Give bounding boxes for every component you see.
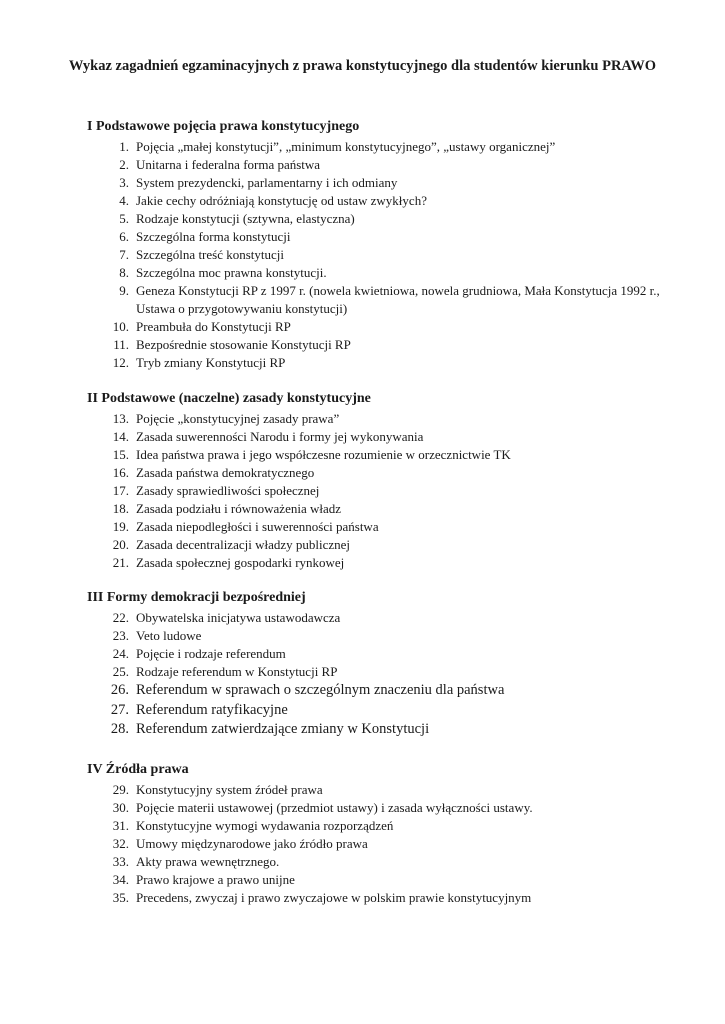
section-heading: I Podstawowe pojęcia prawa konstytucyjnego — [87, 119, 360, 134]
item-number: 10. — [112, 319, 129, 334]
list-item — [87, 645, 687, 663]
item-text: Zasada społecznej gospodarki rynkowej — [136, 555, 345, 570]
item-number: 3. — [119, 175, 129, 190]
item-number: 7. — [119, 247, 129, 262]
item-number: 13. — [112, 411, 129, 426]
list-item — [87, 410, 687, 428]
item-number: 8. — [119, 265, 129, 280]
list-item — [87, 853, 687, 871]
item-text: Szczególna treść konstytucji — [136, 247, 285, 262]
item-number: 35. — [112, 890, 129, 905]
list-item — [87, 681, 687, 701]
item-number: 21. — [112, 555, 129, 570]
item-text: Zasada państwa demokratycznego — [136, 465, 315, 480]
list-item — [87, 482, 687, 500]
topic-list — [87, 138, 687, 372]
item-text: Pojęcie materii ustawowej (przedmiot ustawy) i zasada wyłączności ustawy. — [136, 800, 533, 815]
item-number: 6. — [119, 229, 129, 244]
list-item — [87, 318, 687, 336]
item-number: 22. — [112, 610, 129, 625]
item-text: Zasada podziału i równoważenia władz — [136, 501, 342, 516]
item-text: Zasada suwerenności Narodu i formy jej wykonywania — [136, 429, 424, 444]
list-item — [87, 156, 687, 174]
list-item — [87, 720, 687, 740]
item-text: Konstytucyjne wymogi wydawania rozporządzeń — [136, 818, 394, 833]
item-text: Bezpośrednie stosowanie Konstytucji RP — [136, 337, 351, 352]
item-number: 20. — [112, 537, 129, 552]
item-number: 19. — [112, 519, 129, 534]
item-text: Referendum ratyfikacyjne — [136, 701, 288, 718]
item-text: Pojęcia „małej konstytucji”, „minimum konstytucyjnego”, „ustawy organicznej” — [136, 139, 556, 154]
document-title: Wykaz zagadnień egzaminacyjnych z prawa konstytucyjnego dla studentów kierunku PRAWO — [68, 58, 657, 74]
item-text: Szczególna forma konstytucji — [136, 229, 291, 244]
list-item — [87, 138, 687, 156]
list-item — [87, 500, 687, 518]
item-number: 32. — [112, 836, 129, 851]
list-item — [87, 554, 687, 572]
section-4 — [87, 761, 687, 907]
item-text: Szczególna moc prawna konstytucji. — [136, 265, 327, 280]
list-item — [87, 781, 687, 799]
item-text: Referendum w sprawach o szczególnym znaczeniu dla państwa — [136, 682, 505, 698]
list-item — [87, 627, 687, 645]
item-text: Pojęcie i rodzaje referendum — [136, 646, 286, 661]
item-text: System prezydencki, parlamentarny i ich odmiany — [136, 175, 398, 190]
list-item — [87, 518, 687, 536]
list-item — [87, 835, 687, 853]
item-number: 31. — [112, 818, 129, 833]
list-item — [87, 428, 687, 446]
list-item — [87, 354, 687, 372]
item-number: 11. — [113, 337, 129, 352]
item-number: 18. — [112, 501, 129, 516]
topic-list — [87, 410, 687, 572]
item-text: Rodzaje referendum w Konstytucji RP — [136, 664, 338, 679]
topic-list — [87, 781, 687, 907]
item-number: 4. — [119, 193, 129, 208]
list-item — [87, 871, 687, 889]
item-text: Referendum zatwierdzające zmiany w Konstytucji — [136, 721, 430, 737]
item-text: Prawo krajowe a prawo unijne — [136, 872, 295, 887]
item-number: 26. — [110, 682, 129, 698]
item-text: Unitarna i federalna forma państwa — [136, 157, 321, 172]
topic-list — [87, 609, 687, 740]
list-item — [87, 192, 687, 210]
list-item — [87, 609, 687, 627]
list-item — [87, 264, 687, 282]
item-number: 27. — [110, 701, 129, 718]
list-item — [87, 228, 687, 246]
list-item — [87, 282, 687, 318]
item-text: Geneza Konstytucji RP z 1997 r. (nowela kwietniowa, nowela grudniowa, Mała Konstytucja 1992 r., Ustawa o przygotowywaniu konstytucji) — [136, 283, 660, 316]
list-item — [87, 246, 687, 264]
item-number: 30. — [112, 800, 129, 815]
item-number: 28. — [110, 721, 129, 737]
item-text: Jakie cechy odróżniają konstytucję od ustaw zwykłych? — [136, 193, 427, 208]
item-text: Akty prawa wewnętrznego. — [136, 854, 280, 869]
item-number: 29. — [112, 782, 129, 797]
item-number: 24. — [112, 646, 129, 661]
item-number: 34. — [112, 872, 129, 887]
item-number: 5. — [119, 211, 129, 226]
list-item — [87, 889, 687, 907]
item-number: 15. — [112, 447, 129, 462]
list-item — [87, 536, 687, 554]
item-text: Zasada decentralizacji władzy publicznej — [136, 537, 351, 552]
item-number: 14. — [112, 429, 129, 444]
list-item — [87, 799, 687, 817]
item-text: Obywatelska inicjatywa ustawodawcza — [136, 610, 341, 625]
list-item — [87, 663, 687, 681]
section-heading: III Formy demokracji bezpośredniej — [87, 590, 306, 605]
item-number: 23. — [112, 628, 129, 643]
section-heading: IV Źródła prawa — [87, 762, 189, 777]
item-text: Pojęcie „konstytucyjnej zasady prawa” — [136, 411, 340, 426]
list-item — [87, 336, 687, 354]
item-text: Preambuła do Konstytucji RP — [136, 319, 291, 334]
item-number: 12. — [112, 355, 129, 370]
list-item — [87, 701, 687, 721]
item-text: Veto ludowe — [136, 628, 202, 643]
list-item — [87, 446, 687, 464]
list-item — [87, 464, 687, 482]
item-text: Zasady sprawiedliwości społecznej — [136, 483, 320, 498]
section-heading: II Podstawowe (naczelne) zasady konstytucyjne — [87, 391, 371, 406]
item-text: Precedens, zwyczaj i prawo zwyczajowe w polskim prawie konstytucyjnym — [136, 890, 532, 905]
item-text: Rodzaje konstytucji (sztywna, elastyczna) — [136, 211, 355, 226]
item-text: Tryb zmiany Konstytucji RP — [136, 355, 286, 370]
item-text: Konstytucyjny system źródeł prawa — [136, 782, 323, 797]
item-number: 9. — [119, 283, 129, 298]
item-number: 1. — [119, 139, 129, 154]
section-3 — [87, 589, 687, 740]
item-number: 2. — [119, 157, 129, 172]
item-number: 16. — [112, 465, 129, 480]
list-item — [87, 210, 687, 228]
section-1 — [87, 118, 687, 372]
item-text: Idea państwa prawa i jego współczesne rozumienie w orzecznictwie TK — [136, 447, 511, 462]
item-text: Zasada niepodległości i suwerenności państwa — [136, 519, 379, 534]
section-2 — [87, 390, 687, 572]
item-number: 17. — [112, 483, 129, 498]
list-item — [87, 174, 687, 192]
list-item — [87, 817, 687, 835]
item-number: 25. — [112, 664, 129, 679]
item-number: 33. — [112, 854, 129, 869]
item-text: Umowy międzynarodowe jako źródło prawa — [136, 836, 368, 851]
